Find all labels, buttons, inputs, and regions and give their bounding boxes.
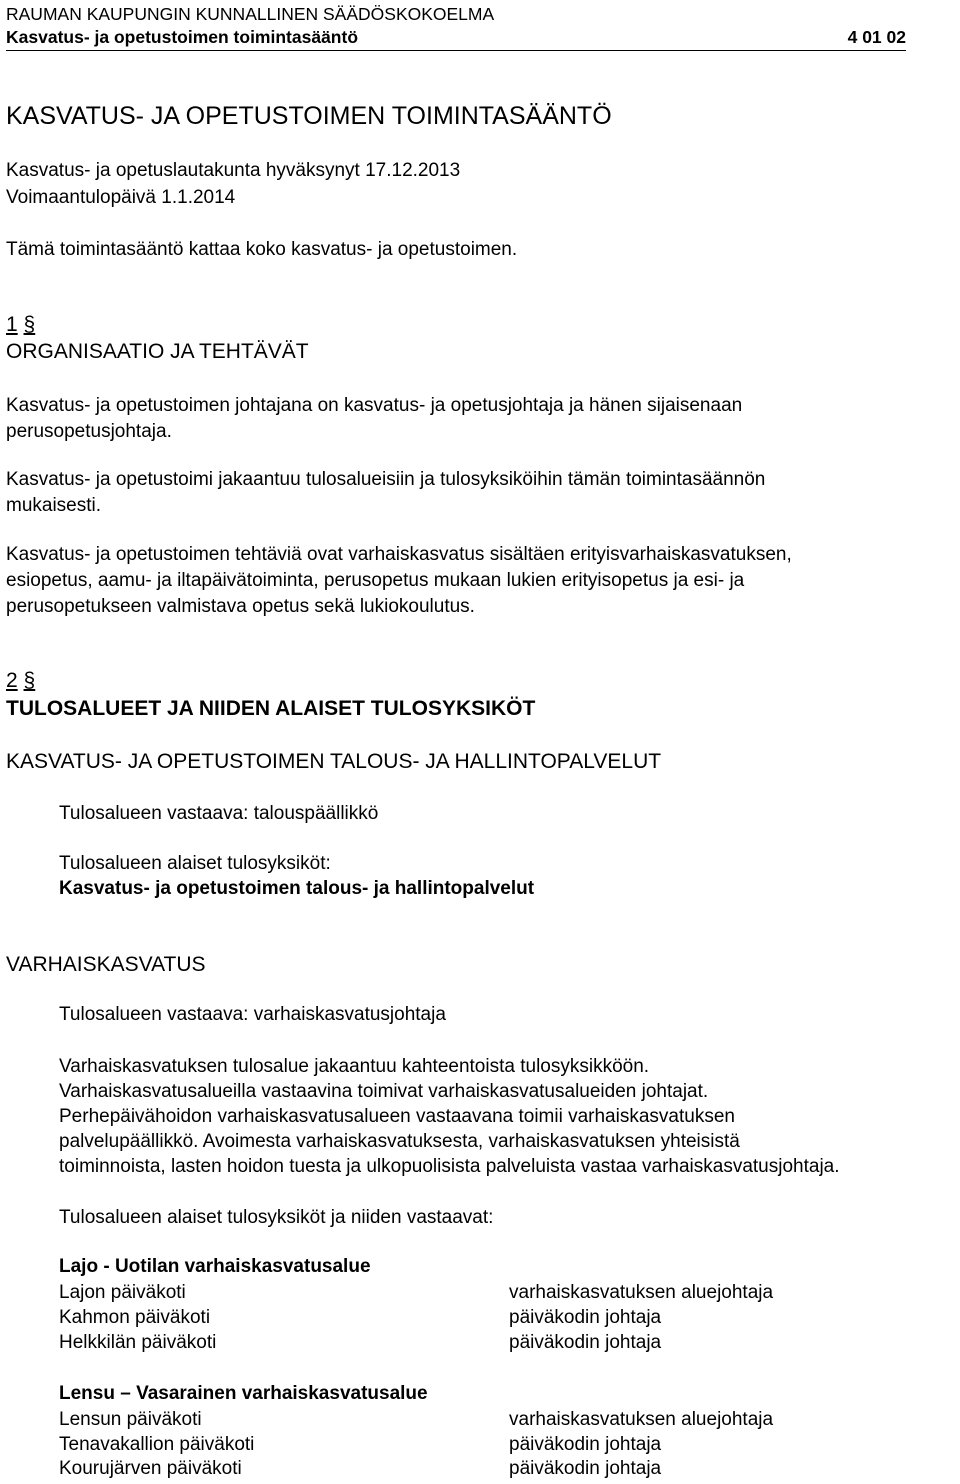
section-2-heading: TULOSALUEET JA NIIDEN ALAISET TULOSYKSIKÖT xyxy=(6,697,536,720)
group-name: Lensu – Vasarainen varhaiskasvatusalue xyxy=(59,1383,428,1404)
document-name: Kasvatus- ja opetustoimen toimintasääntö xyxy=(6,27,359,47)
area-2-responsible: Tulosalueen vastaava: varhaiskasvatusjohtaja xyxy=(59,1004,446,1025)
approval-line: Kasvatus- ja opetuslautakunta hyväksynyt 17.12.2013 xyxy=(6,160,461,181)
section-2-marker xyxy=(6,669,35,693)
header-rule xyxy=(6,50,906,51)
unit-name: Lensun päiväkoti xyxy=(59,1409,202,1430)
collection-name: RAUMAN KAUPUNGIN KUNNALLINEN SÄÄDÖSKOKOELMA xyxy=(6,4,495,24)
section-2-number: 2 xyxy=(6,669,18,692)
section-1-p2-line1: Kasvatus- ja opetustoimi jakaantuu tulosalueisiin ja tulosyksiköihin tämän toimintasäännön xyxy=(6,469,766,490)
unit-name: Lajon päiväkoti xyxy=(59,1282,186,1303)
section-1-p3-line1: Kasvatus- ja opetustoimen tehtäviä ovat varhaiskasvatus sisältäen erityisvarhaiskasvatuksen, xyxy=(6,544,792,565)
section-symbol: § xyxy=(23,313,36,336)
area-2-line: Varhaiskasvatuksen tulosalue jakaantuu kahteentoista tulosyksikköön. xyxy=(59,1056,650,1077)
area-2-line: toiminnoista, lasten hoidon tuesta ja ulkopuolisista palveluista vastaa varhaiskasvatusjohtaja. xyxy=(59,1156,840,1177)
area-1-heading: KASVATUS- JA OPETUSTOIMEN TALOUS- JA HALLINTOPALVELUT xyxy=(6,750,662,773)
section-1-p3-line2: esiopetus, aamu- ja iltapäivätoiminta, perusopetus mukaan lukien erityisopetus ja esi- ja xyxy=(6,570,745,591)
area-1-unit: Kasvatus- ja opetustoimen talous- ja hallintopalvelut xyxy=(59,878,535,899)
area-2-line: Perhepäivähoidon varhaiskasvatusalueen vastaavana toimii varhaiskasvatuksen xyxy=(59,1106,735,1127)
scope-line: Tämä toimintasääntö kattaa koko kasvatus- ja opetustoimen. xyxy=(6,239,518,260)
section-1-p1-line1: Kasvatus- ja opetustoimen johtajana on kasvatus- ja opetusjohtaja ja hänen sijaisenaan xyxy=(6,395,743,416)
unit-responsible: varhaiskasvatuksen aluejohtaja xyxy=(509,1409,774,1430)
section-1-p3-line3: perusopetukseen valmistava opetus sekä lukiokoulutus. xyxy=(6,596,475,617)
unit-responsible: päiväkodin johtaja xyxy=(509,1458,662,1479)
section-1-heading: ORGANISAATIO JA TEHTÄVÄT xyxy=(6,340,309,363)
section-1-p2-line2: mukaisesti. xyxy=(6,495,102,516)
unit-responsible: päiväkodin johtaja xyxy=(509,1434,662,1455)
area-2-heading: VARHAISKASVATUS xyxy=(6,953,206,976)
group-name: Lajo - Uotilan varhaiskasvatusalue xyxy=(59,1256,371,1277)
unit-name: Kahmon päiväkoti xyxy=(59,1307,211,1328)
unit-responsible: päiväkodin johtaja xyxy=(509,1307,662,1328)
area-2-line: Varhaiskasvatusalueilla vastaavina toimivat varhaiskasvatusalueiden johtajat. xyxy=(59,1081,709,1102)
unit-name: Kourujärven päiväkoti xyxy=(59,1458,242,1479)
area-2-line: palvelupäällikkö. Avoimesta varhaiskasvatuksesta, varhaiskasvatuksen yhteisistä xyxy=(59,1131,740,1152)
section-1-p1-line2: perusopetusjohtaja. xyxy=(6,421,172,442)
page-title: KASVATUS- JA OPETUSTOIMEN TOIMINTASÄÄNTÖ xyxy=(6,102,612,130)
section-1-marker xyxy=(6,313,35,337)
effective-date-line: Voimaantulopäivä 1.1.2014 xyxy=(6,187,236,208)
unit-responsible: varhaiskasvatuksen aluejohtaja xyxy=(509,1282,774,1303)
section-1-number: 1 xyxy=(6,313,18,336)
unit-name: Helkkilän päiväkoti xyxy=(59,1332,217,1353)
unit-name: Tenavakallion päiväkoti xyxy=(59,1434,255,1455)
area-2-units-label: Tulosalueen alaiset tulosyksiköt ja niiden vastaavat: xyxy=(59,1207,494,1228)
unit-responsible: päiväkodin johtaja xyxy=(509,1332,662,1353)
document-number: 4 01 02 xyxy=(847,27,906,47)
area-1-units-label: Tulosalueen alaiset tulosyksiköt: xyxy=(59,853,331,874)
section-symbol: § xyxy=(23,669,36,692)
area-1-responsible: Tulosalueen vastaava: talouspäällikkö xyxy=(59,803,379,824)
